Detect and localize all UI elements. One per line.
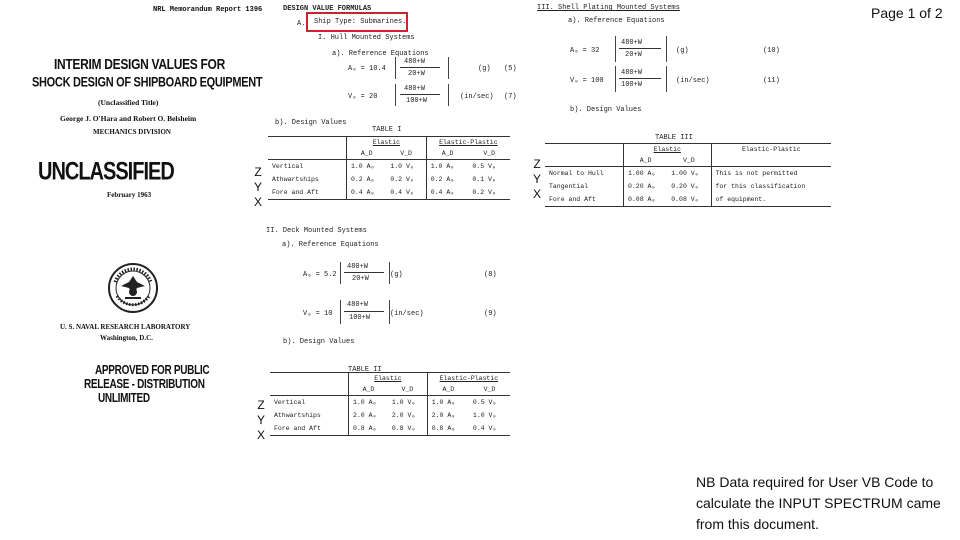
cell: 0.20 V₀ — [671, 183, 699, 190]
table2-axis-labels — [255, 398, 267, 443]
plastic-note: for this classification — [711, 180, 831, 193]
eq10-unit: (g) — [676, 47, 689, 55]
table3-axis-labels — [531, 157, 543, 202]
row-label: Vertical — [274, 399, 306, 406]
cell: 1.0 V₀ — [390, 163, 414, 170]
row-label: Normal to Hull — [549, 170, 604, 177]
table3-col-ad: A_D — [624, 155, 668, 167]
ship-type: Ship Type: Submarines. — [314, 18, 407, 26]
axis-z-label: Z — [254, 165, 262, 179]
release-line1: APPROVED FOR PUBLIC — [95, 364, 210, 378]
row-label: Fore and Aft — [268, 186, 347, 200]
classification-stamp: UNCLASSIFIED — [38, 158, 174, 186]
report-authors: George J. O'Hara and Robert O. Belsheim — [60, 114, 197, 123]
eq11-numerator: 480+W — [621, 69, 643, 77]
eq9-numerator: 480+W — [347, 301, 369, 309]
table2-col-vd: V_D — [388, 384, 427, 396]
row-label: Tangential — [549, 183, 589, 190]
table3-caption: TABLE III — [655, 134, 693, 142]
table1-col-vd-plastic: V_D — [468, 148, 510, 160]
page-indicator: Page 1 of 2 — [871, 5, 943, 21]
cell: 0.5 V₀ — [472, 163, 496, 170]
release-line3: UNLIMITED — [98, 392, 150, 406]
report-number: NRL Memorandum Report 1396 — [153, 6, 263, 14]
row-label: Fore and Aft — [545, 193, 624, 207]
eq8-number: (8) — [484, 271, 497, 279]
eq11-lhs: V₀ = 100 — [570, 77, 604, 85]
eq9-lhs: V₀ = 10 — [303, 310, 333, 318]
table1-col-vd: V_D — [386, 148, 426, 160]
row-label: Athwartships — [274, 412, 321, 419]
eq9-number: (9) — [484, 310, 497, 318]
table3-elastic-header: Elastic — [653, 146, 681, 153]
formulas-heading: DESIGN VALUE FORMULAS — [283, 5, 372, 13]
cell: 1.0 V₀ — [472, 412, 497, 419]
table-row — [268, 186, 510, 200]
hull-heading: I. Hull Mounted Systems — [318, 34, 415, 42]
cell: 0.2 A₀ — [347, 173, 387, 186]
cell: 0.4 V₀ — [469, 422, 510, 436]
table2-col-ad-plastic: A_D — [427, 384, 469, 396]
cell: 1.0 A₀ — [426, 160, 468, 174]
eq8-denominator: 20+W — [352, 275, 369, 283]
report-title-line1: INTERIM DESIGN VALUES FOR — [54, 55, 225, 73]
eq8-lhs: A₀ = 5.2 — [303, 271, 337, 279]
table1-axis-labels — [252, 165, 264, 210]
eq8-unit: (g) — [390, 271, 403, 279]
cell: 0.2 V₀ — [468, 186, 510, 200]
ship-type-prefix: A. — [297, 20, 306, 28]
cell: 1.00 A₀ — [624, 167, 668, 181]
table2 — [270, 372, 510, 436]
cell: 2.0 V₀ — [391, 412, 416, 419]
eq5-fraction-bar — [400, 67, 440, 68]
axis-x-label: X — [253, 195, 262, 209]
report-subtitle: (Unclassified Title) — [98, 98, 159, 107]
cell: 0.2 V₀ — [390, 176, 414, 183]
deck-heading: II. Deck Mounted Systems — [266, 227, 367, 235]
cell: 0.2 A₀ — [426, 173, 468, 186]
row-label: Athwartships — [272, 176, 319, 183]
eq11-denominator: 100+W — [621, 81, 643, 89]
lab-location: Washington, D.C. — [100, 334, 153, 342]
eq10-denominator: 20+W — [625, 51, 642, 59]
eq5-numerator: 480+W — [404, 58, 426, 66]
axis-z-label: Z — [533, 157, 541, 171]
table-row — [270, 396, 510, 410]
deck-design-values: b). Design Values — [283, 338, 355, 346]
cell: 0.08 A₀ — [624, 193, 668, 207]
axis-y-label: Y — [253, 180, 262, 194]
table-row — [545, 167, 831, 181]
table2-plastic-header: Elastic-Plastic — [439, 375, 499, 382]
table-row — [545, 180, 831, 193]
table1-col-ad-plastic: A_D — [426, 148, 468, 160]
eq10-fraction-bar — [619, 48, 661, 49]
eq10-numerator: 480+W — [621, 39, 643, 47]
deck-ref-eq: a). Reference Equations — [282, 241, 379, 249]
eq9-denominator: 100+W — [349, 314, 371, 322]
cell: 0.8 V₀ — [388, 422, 427, 436]
cell: 2.0 A₀ — [349, 409, 388, 422]
table2-elastic-header: Elastic — [374, 375, 402, 382]
hull-design-values: b). Design Values — [275, 119, 347, 127]
table-row — [270, 422, 510, 436]
eq10-lhs: A₀ = 32 — [570, 47, 600, 55]
table1-caption: TABLE I — [372, 126, 402, 134]
cell: 1.0 A₀ — [347, 160, 387, 174]
table2-caption: TABLE II — [348, 366, 382, 374]
eq7-numerator: 480+W — [404, 85, 426, 93]
data-source-note: NB Data required for User VB Code to calculate the INPUT SPECTRUM came from this document. — [696, 474, 941, 532]
row-label: Vertical — [272, 163, 304, 170]
cell: 2.0 A₀ — [427, 409, 469, 422]
cell: 0.4 A₀ — [347, 186, 387, 200]
shell-heading: III. Shell Plating Mounted Systems — [537, 4, 680, 12]
lab-name: U. S. NAVAL RESEARCH LABORATORY — [60, 323, 191, 331]
cell: 0.8 A₀ — [349, 422, 388, 436]
eq7-number: (7) — [504, 93, 517, 101]
table-row — [268, 160, 510, 174]
shell-ref-eq: a). Reference Equations — [568, 17, 665, 25]
cell: 0.08 V₀ — [667, 193, 711, 207]
eq7-lhs: V₀ = 20 — [348, 93, 378, 101]
report-division: MECHANICS DIVISION — [93, 128, 171, 136]
table-row — [268, 173, 510, 186]
table3 — [545, 143, 831, 207]
release-line2: RELEASE - DISTRIBUTION — [84, 378, 205, 392]
eq9-fraction-bar — [344, 311, 384, 312]
navy-seal-icon — [107, 262, 159, 314]
eq10-number: (10) — [763, 47, 780, 55]
row-label: Fore and Aft — [270, 422, 349, 436]
axis-z-label: Z — [257, 398, 265, 412]
eq7-denominator: 100+W — [406, 97, 428, 105]
eq5-denominator: 20+W — [408, 70, 425, 78]
axis-x-label: X — [256, 428, 265, 442]
cover-page — [20, 0, 263, 420]
cell: 0.4 V₀ — [386, 186, 426, 200]
axis-y-label: Y — [532, 172, 541, 186]
cell: 0.20 A₀ — [624, 180, 668, 193]
eq11-fraction-bar — [619, 78, 661, 79]
cell: 1.0 A₀ — [349, 396, 388, 410]
report-date: February 1963 — [107, 191, 152, 199]
report-title-line2: SHOCK DESIGN OF SHIPBOARD EQUIPMENT — [32, 75, 263, 90]
eq9-unit: (in/sec) — [390, 310, 424, 318]
hull-ref-eq: a). Reference Equations — [332, 50, 429, 58]
cell: 0.8 A₀ — [427, 422, 469, 436]
table3-plastic-header: Elastic-Plastic — [741, 146, 801, 153]
table1-plastic-header: Elastic-Plastic — [439, 139, 498, 146]
plastic-note: of equipment. — [711, 193, 831, 207]
axis-x-label: X — [532, 187, 541, 201]
table-row — [545, 193, 831, 207]
eq11-number: (11) — [763, 77, 780, 85]
table1 — [268, 136, 510, 200]
cell: 0.5 V₀ — [472, 399, 497, 406]
eq8-numerator: 480+W — [347, 263, 369, 271]
table3-col-vd: V_D — [667, 155, 711, 167]
shell-design-values: b). Design Values — [570, 106, 642, 114]
cell: 1.0 A₀ — [427, 396, 469, 410]
cell: 1.00 V₀ — [671, 170, 699, 177]
table1-col-ad: A_D — [347, 148, 387, 160]
table-row — [270, 409, 510, 422]
eq5-number: (5) — [504, 65, 517, 73]
table2-col-ad: A_D — [349, 384, 388, 396]
eq7-fraction-bar — [400, 94, 440, 95]
table1-elastic-header: Elastic — [372, 139, 401, 146]
cell: 0.4 A₀ — [426, 186, 468, 200]
plastic-note: This is not permitted — [711, 167, 831, 181]
eq11-unit: (in/sec) — [676, 77, 710, 85]
eq8-fraction-bar — [344, 272, 384, 273]
cell: 1.0 V₀ — [391, 399, 416, 406]
eq7-unit: (in/sec) — [460, 93, 494, 101]
eq5-lhs: A₀ = 10.4 — [348, 65, 386, 73]
cell: 0.1 V₀ — [472, 176, 496, 183]
table2-col-vd-plastic: V_D — [469, 384, 510, 396]
axis-y-label: Y — [256, 413, 265, 427]
eq5-unit: (g) — [478, 65, 491, 73]
